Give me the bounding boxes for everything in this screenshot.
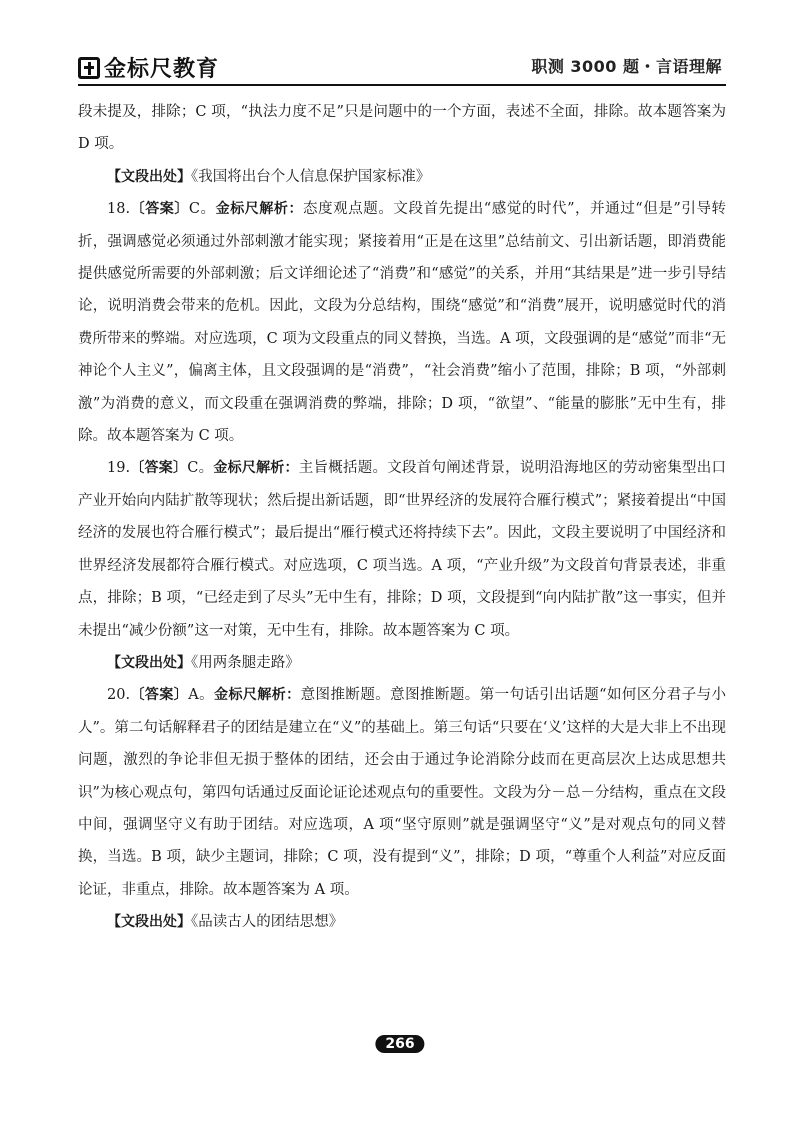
question-number: 18.	[107, 201, 131, 218]
book-series-title: 职测 3000 题・言语理解	[531, 57, 722, 76]
source-title: 《我国将出台个人信息保护国家标准》	[191, 168, 431, 185]
source-label: 【文段出处】	[107, 914, 191, 931]
page-content	[78, 96, 726, 939]
answer-label: 〔答案〕	[130, 460, 188, 477]
question-20-analysis	[78, 679, 726, 906]
answer-label: 〔答案〕	[130, 201, 189, 218]
source-title: 《品读古人的团结思想》	[191, 914, 344, 931]
analysis-text: 主旨概括题。文段首句阐述背景，说明沿海地区的劳动密集型出口产业开始向内陆扩散等现状；然后提出新话题，即“世界经济的发展符合雁行模式”；紧接着提出“中国经济的发展也符合雁行模式”；最后提出“雁行模式还将持续下去”。因此，文段主要说明了中国经济和世界经济发展都符合雁行模式。对应选项，C 项当选。A 项，“产业升级”为文段首句背景表述，非重点，排除；B 项，“已经走到了尽头”无中生有，排除；D 项，文段提到“向内陆扩散”这一事实，但并未提出“减少份额”这一对策，无中生有，排除。故本题答案为 C 项。	[78, 460, 727, 639]
answer-value: C。	[188, 201, 216, 218]
source-line	[78, 647, 726, 679]
header-divider	[78, 84, 726, 86]
logo-icon	[78, 57, 100, 79]
analysis-text: 态度观点题。文段首先提出“感觉的时代”，并通过“但是”引导转折，强调感觉必须通过外部刺激才能实现；紧接着用“正是在这里”总结前文、引出新话题，即消费能提供感觉所需要的外部刺激；后文详细论述了“消费”和“感觉”的关系，并用“其结果是”进一步引导结论，说明消费会带来的危机。因此，文段为分总结构，围绕“感觉”和“消费”展开，说明感觉时代的消费所带来的弊端。对应选项，C 项为文段重点的同义替换，当选。A 项，文段强调的是“感觉”而非“无神论个人主义”，偏离主体，且文段强调的是“消费”，“社会消费”缩小了范围，排除；B 项，“外部刺激”为消费的意义，而文段重在强调消费的弊端，排除；D 项，“欲望”、“能量的膨胀”无中生有，排除。故本题答案为 C 项。	[78, 201, 727, 445]
answer-label: 〔答案〕	[130, 687, 189, 704]
analysis-label: 金标尺解析：	[215, 201, 304, 218]
source-label: 【文段出处】	[107, 654, 191, 671]
analysis-label: 金标尺解析：	[213, 460, 299, 477]
page-number: 266	[375, 1035, 424, 1053]
source-line	[78, 906, 726, 938]
brand-logo	[78, 52, 219, 83]
question-18-analysis	[78, 193, 726, 452]
page-header	[78, 46, 726, 88]
question-19-analysis	[78, 452, 726, 646]
source-label: 【文段出处】	[107, 168, 191, 185]
source-line	[78, 161, 726, 193]
source-title: 《用两条腿走路》	[191, 654, 300, 671]
question-number: 19.	[107, 460, 131, 477]
question-number: 20.	[107, 687, 131, 704]
analysis-label: 金标尺解析：	[214, 687, 301, 704]
answer-value: A。	[188, 687, 215, 704]
analysis-text: 意图推断题。意图推断题。第一句话引出话题“如何区分君子与小人”。第二句话解释君子的团结是建立在“义”的基础上。第三句话“只要在‘义’这样的大是大非上不出现问题，激烈的争论非但无损于整体的团结，还会由于通过争论消除分歧而在更高层次上达成思想共识”为核心观点句，第四句话通过反面论证论述观点句的重要性。文段为分－总－分结构，重点在文段中间，强调坚守义有助于团结。对应选项，A 项“坚守原则”就是强调坚守“义”是对观点句的同义替换，当选。B 项，缺少主题词，排除；C 项，没有提到“义”，排除；D 项，“尊重个人利益”对应反面论证，非重点，排除。故本题答案为 A 项。	[78, 687, 726, 898]
answer-value: C。	[187, 460, 214, 477]
continuation-paragraph: 段未提及，排除；C 项，“执法力度不足”只是问题中的一个方面，表述不全面，排除。故本题答案为 D 项。	[78, 104, 726, 153]
brand-name: 金标尺教育	[104, 57, 220, 82]
